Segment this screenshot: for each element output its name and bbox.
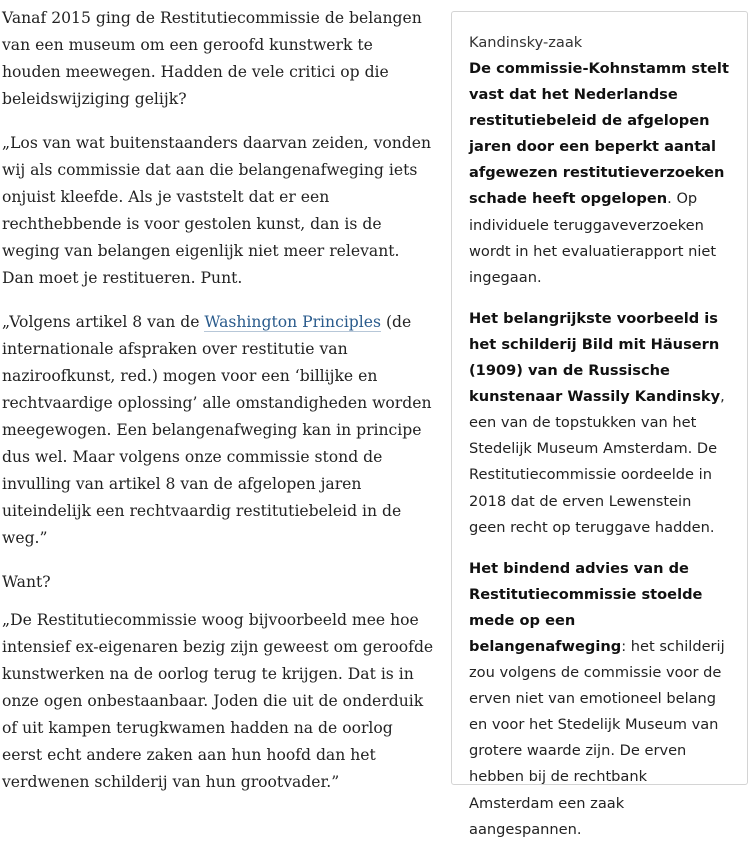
sidebar-bold-text: Het bindend advies van de Restitutiecommissie stoelde mede op een belangenafweging: [469, 559, 703, 655]
sidebar-paragraph: [469, 306, 731, 541]
sidebar-box: [451, 11, 748, 838]
sidebar-text: , een van de topstukken van het Stedelijk Museum Amsterdam. De Restitutiecommissie oordeelde in 2018 dat de erven Lewenstein geen recht op teruggave hadden.: [469, 388, 725, 536]
sidebar-paragraph: [469, 56, 731, 291]
article-paragraph: „De Restitutiecommissie woog bijvoorbeeld mee hoe intensief ex-eigenaren bezig zijn geweest om geroofde kunstwerken na de oorlog terug te krijgen. Dat is in onze ogen onbestaanbaar. Joden die uit de onderduik of uit kampen terugkwamen hadden na de oorlog eerst echt andere zaken aan hun hoofd dan het verdwenen schilderij van hun grootvader.”: [2, 611, 434, 791]
sidebar-text: . Op individuele teruggaveverzoeken wordt in het evaluatierapport niet ingegaan.: [469, 190, 717, 286]
paragraph-text: (de internationale afspraken over restitutie van naziroofkunst, red.) mogen voor een ‘billijke en rechtvaardige oplossing’ alle omstandigheden worden meegewogen. Een belangenafweging kan in principe dus wel. Maar volgens onze commissie stond de invulling van artikel 8 van de afgelopen jaren uiteindelijk een rechtvaardig restitutiebeleid in de weg.”: [2, 313, 432, 547]
washington-principles-link[interactable]: Washington Principles: [204, 313, 382, 331]
interview-question: Want?: [2, 573, 51, 591]
article-paragraph: „Los van wat buitenstaanders daarvan zeiden, vonden wij als commissie dat aan die belangenafweging iets onjuist kleefde. Als je vaststelt dat er een rechthebbende is voor gestolen kunst, dan is de weging van belangen eigenlijk niet meer relevant. Dan moet je restitueren. Punt.: [2, 134, 432, 287]
article-body: [2, 5, 434, 796]
article-paragraph: [2, 309, 434, 552]
paragraph-text: „Volgens artikel 8 van de: [2, 313, 205, 331]
sidebar-bold-text: De commissie-Kohnstamm stelt vast dat het Nederlandse restitutiebeleid de afgelopen jaren door een beperkt aantal afgewezen restitutieverzoeken schade heeft opgelopen: [469, 60, 729, 208]
sidebar-bold-text: Het belangrijkste voorbeeld is het schilderij Bild mit Häusern (1909) van de Russische kunstenaar Wassily Kandinsky: [469, 309, 721, 406]
sidebar-kicker: Kandinsky-zaak: [469, 34, 583, 51]
article-paragraph: Vanaf 2015 ging de Restitutiecommissie de belangen van een museum om een geroofd kunstwerk te houden meewegen. Hadden de vele critici op die beleidswijziging gelijk?: [2, 9, 422, 108]
sidebar-text: : het schilderij zou volgens de commissie voor de erven niet van emotioneel belang en voor het Stedelijk Museum van grotere waarde zijn. De erven hebben bij de rechtbank Amsterdam een zaak aangespannen.: [469, 637, 725, 838]
